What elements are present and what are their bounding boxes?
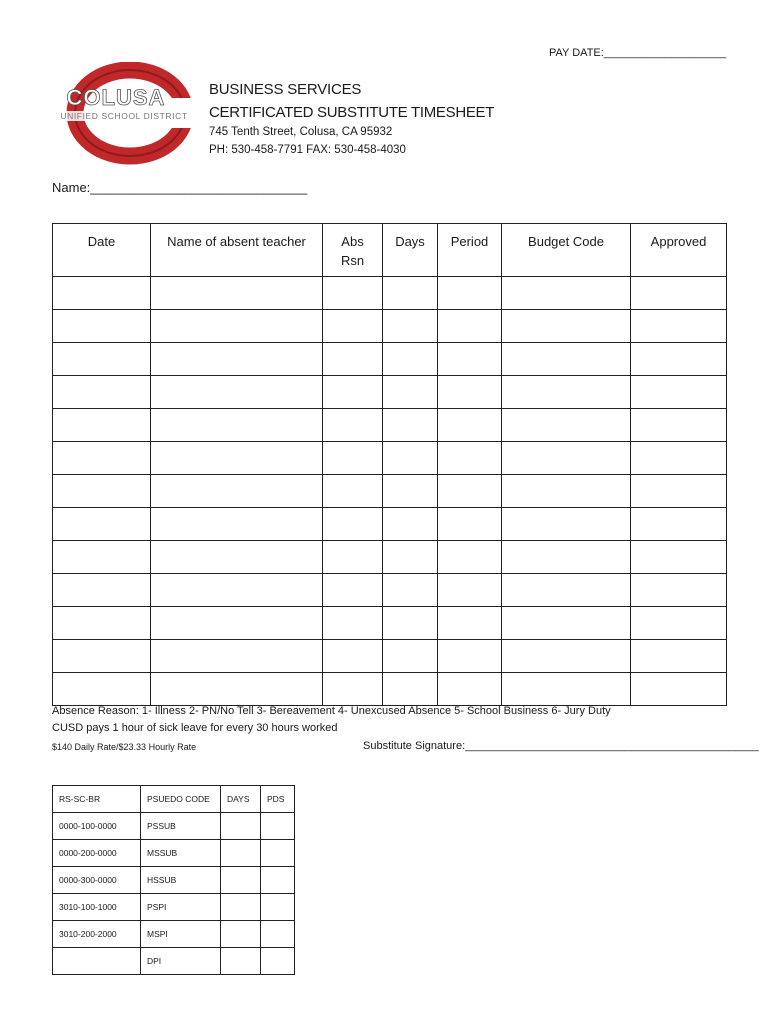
code-row xyxy=(53,921,295,948)
absence-reason-legend: Absence Reason: 1- Illness 2- PN/No Tell 3- Bereavement 4- Unexcused Absence 5- School Business 6- Jury Duty xyxy=(52,705,611,717)
entry-cell-period[interactable] xyxy=(438,508,502,541)
entry-cell-date[interactable] xyxy=(53,475,151,508)
entry-cell-budget-code[interactable] xyxy=(502,508,631,541)
entry-cell-period[interactable] xyxy=(438,475,502,508)
entry-cell-abs-rsn[interactable] xyxy=(323,673,383,706)
entry-cell-budget-code[interactable] xyxy=(502,343,631,376)
code-cell-days[interactable] xyxy=(221,894,261,921)
entry-cell-date[interactable] xyxy=(53,277,151,310)
entry-cell-days[interactable] xyxy=(383,607,438,640)
svg-text:COLUSA: COLUSA xyxy=(66,85,166,110)
header-approved: Approved xyxy=(631,224,727,277)
entry-cell-approved[interactable] xyxy=(631,343,727,376)
code-row xyxy=(53,813,295,840)
entry-cell-period[interactable] xyxy=(438,310,502,343)
entry-cell-budget-code[interactable] xyxy=(502,442,631,475)
entry-cell-abs-rsn[interactable] xyxy=(323,343,383,376)
code-cell-days[interactable] xyxy=(221,840,261,867)
entry-cell-budget-code[interactable] xyxy=(502,640,631,673)
code-cell-rs: 3010-200-2000 xyxy=(53,921,141,948)
entry-cell-days[interactable] xyxy=(383,673,438,706)
timesheet-entry-row xyxy=(53,376,727,409)
code-row xyxy=(53,867,295,894)
entry-cell-abs-rsn[interactable] xyxy=(323,409,383,442)
entry-cell-budget-code[interactable] xyxy=(502,574,631,607)
entry-cell-period[interactable] xyxy=(438,607,502,640)
entry-cell-abs-rsn[interactable] xyxy=(323,475,383,508)
entry-cell-abs-rsn[interactable] xyxy=(323,574,383,607)
code-cell-pseudo: MSPI xyxy=(141,921,221,948)
entry-cell-abs-rsn[interactable] xyxy=(323,442,383,475)
code-cell-rs: 0000-100-0000 xyxy=(53,813,141,840)
code-cell-rs: 3010-100-1000 xyxy=(53,894,141,921)
code-cell-rs xyxy=(53,948,141,975)
entry-cell-date[interactable] xyxy=(53,640,151,673)
entry-cell-days[interactable] xyxy=(383,640,438,673)
timesheet-entry-row xyxy=(53,640,727,673)
entry-cell-absent-teacher[interactable] xyxy=(151,277,323,310)
code-cell-pseudo: PSPI xyxy=(141,894,221,921)
entry-cell-date[interactable] xyxy=(53,508,151,541)
timesheet-entry-row xyxy=(53,574,727,607)
entry-cell-period[interactable] xyxy=(438,574,502,607)
entry-cell-budget-code[interactable] xyxy=(502,475,631,508)
code-cell-pds[interactable] xyxy=(261,867,295,894)
entry-cell-date[interactable] xyxy=(53,541,151,574)
timesheet-entry-row xyxy=(53,475,727,508)
entry-cell-abs-rsn[interactable] xyxy=(323,607,383,640)
entry-cell-budget-code[interactable] xyxy=(502,376,631,409)
code-cell-pseudo: MSSUB xyxy=(141,840,221,867)
code-header-pds: PDS xyxy=(261,786,295,813)
entry-cell-date[interactable] xyxy=(53,607,151,640)
entry-cell-absent-teacher[interactable] xyxy=(151,541,323,574)
entry-cell-days[interactable] xyxy=(383,574,438,607)
code-row xyxy=(53,840,295,867)
header-date: Date xyxy=(53,224,151,277)
entry-cell-abs-rsn[interactable] xyxy=(323,640,383,673)
svg-text:UNIFIED SCHOOL DISTRICT: UNIFIED SCHOOL DISTRICT xyxy=(60,111,188,121)
entry-cell-budget-code[interactable] xyxy=(502,409,631,442)
entry-cell-absent-teacher[interactable] xyxy=(151,607,323,640)
entry-cell-period[interactable] xyxy=(438,541,502,574)
entry-cell-approved[interactable] xyxy=(631,574,727,607)
entry-cell-period[interactable] xyxy=(438,442,502,475)
entry-cell-abs-rsn[interactable] xyxy=(323,310,383,343)
pay-rate: $140 Daily Rate/$23.33 Hourly Rate xyxy=(52,742,197,752)
timesheet-entry-row xyxy=(53,673,727,706)
entry-cell-date[interactable] xyxy=(53,409,151,442)
entry-cell-approved[interactable] xyxy=(631,508,727,541)
code-cell-pds[interactable] xyxy=(261,948,295,975)
entry-cell-date[interactable] xyxy=(53,376,151,409)
entry-cell-approved[interactable] xyxy=(631,673,727,706)
code-cell-pds[interactable] xyxy=(261,894,295,921)
entry-cell-abs-rsn[interactable] xyxy=(323,277,383,310)
timesheet-entry-row xyxy=(53,541,727,574)
phone-fax: PH: 530-458-7791 FAX: 530-458-4030 xyxy=(209,144,406,156)
entry-cell-date[interactable] xyxy=(53,673,151,706)
code-cell-pds[interactable] xyxy=(261,813,295,840)
entry-cell-days[interactable] xyxy=(383,475,438,508)
header-budget-code: Budget Code xyxy=(502,224,631,277)
code-row xyxy=(53,948,295,975)
entry-cell-abs-rsn[interactable] xyxy=(323,376,383,409)
sick-leave-note: CUSD pays 1 hour of sick leave for every 30 hours worked xyxy=(52,722,338,734)
entry-cell-budget-code[interactable] xyxy=(502,277,631,310)
entry-cell-days[interactable] xyxy=(383,508,438,541)
code-header-days: DAYS xyxy=(221,786,261,813)
entry-cell-days[interactable] xyxy=(383,376,438,409)
entry-cell-date[interactable] xyxy=(53,574,151,607)
entry-cell-days[interactable] xyxy=(383,343,438,376)
entry-cell-approved[interactable] xyxy=(631,607,727,640)
code-header-pseudo-code: PSUEDO CODE xyxy=(141,786,221,813)
code-header-rs-sc-br: RS-SC-BR xyxy=(53,786,141,813)
code-cell-rs: 0000-300-0000 xyxy=(53,867,141,894)
entry-cell-period[interactable] xyxy=(438,673,502,706)
signature-field[interactable]: Substitute Signature:________________________________________________ xyxy=(363,740,759,752)
entry-cell-days[interactable] xyxy=(383,409,438,442)
code-cell-pseudo: DPI xyxy=(141,948,221,975)
entry-cell-absent-teacher[interactable] xyxy=(151,508,323,541)
entry-cell-period[interactable] xyxy=(438,277,502,310)
entry-cell-absent-teacher[interactable] xyxy=(151,310,323,343)
entry-cell-approved[interactable] xyxy=(631,409,727,442)
title-business-services: BUSINESS SERVICES xyxy=(209,81,362,98)
entry-cell-abs-rsn[interactable] xyxy=(323,508,383,541)
colusa-logo xyxy=(56,62,192,166)
code-cell-pds[interactable] xyxy=(261,840,295,867)
code-cell-days[interactable] xyxy=(221,813,261,840)
entry-cell-budget-code[interactable] xyxy=(502,673,631,706)
code-header-row xyxy=(53,786,295,813)
name-field[interactable]: Name:______________________________ xyxy=(52,180,308,195)
entry-cell-approved[interactable] xyxy=(631,376,727,409)
entry-cell-approved[interactable] xyxy=(631,475,727,508)
budget-code-table xyxy=(52,785,295,975)
entry-cell-absent-teacher[interactable] xyxy=(151,475,323,508)
entry-cell-approved[interactable] xyxy=(631,541,727,574)
entry-cell-period[interactable] xyxy=(438,640,502,673)
timesheet-entry-row xyxy=(53,607,727,640)
entry-cell-approved[interactable] xyxy=(631,442,727,475)
header-absent-teacher: Name of absent teacher xyxy=(151,224,323,277)
entry-cell-absent-teacher[interactable] xyxy=(151,673,323,706)
timesheet-entry-row xyxy=(53,508,727,541)
entry-cell-absent-teacher[interactable] xyxy=(151,376,323,409)
entry-cell-approved[interactable] xyxy=(631,277,727,310)
entry-cell-date[interactable] xyxy=(53,343,151,376)
entry-cell-date[interactable] xyxy=(53,310,151,343)
timesheet-table xyxy=(52,223,727,706)
entry-cell-period[interactable] xyxy=(438,376,502,409)
entry-cell-absent-teacher[interactable] xyxy=(151,574,323,607)
address: 745 Tenth Street, Colusa, CA 95932 xyxy=(209,126,393,138)
entry-cell-absent-teacher[interactable] xyxy=(151,409,323,442)
title-timesheet: CERTIFICATED SUBSTITUTE TIMESHEET xyxy=(209,104,495,121)
entry-cell-days[interactable] xyxy=(383,310,438,343)
entry-cell-days[interactable] xyxy=(383,541,438,574)
code-cell-days[interactable] xyxy=(221,867,261,894)
entry-cell-budget-code[interactable] xyxy=(502,541,631,574)
timesheet-entry-row xyxy=(53,343,727,376)
code-row xyxy=(53,894,295,921)
timesheet-entry-row xyxy=(53,277,727,310)
code-cell-rs: 0000-200-0000 xyxy=(53,840,141,867)
timesheet-entry-row xyxy=(53,442,727,475)
entry-cell-absent-teacher[interactable] xyxy=(151,640,323,673)
entry-cell-budget-code[interactable] xyxy=(502,607,631,640)
code-cell-pseudo: HSSUB xyxy=(141,867,221,894)
entry-cell-abs-rsn[interactable] xyxy=(323,541,383,574)
pay-date-field[interactable]: PAY DATE:____________________ xyxy=(549,47,727,59)
entry-cell-period[interactable] xyxy=(438,409,502,442)
code-cell-days[interactable] xyxy=(221,921,261,948)
code-cell-days[interactable] xyxy=(221,948,261,975)
code-cell-pseudo: PSSUB xyxy=(141,813,221,840)
entry-cell-date[interactable] xyxy=(53,442,151,475)
timesheet-header-row xyxy=(53,224,727,277)
entry-cell-days[interactable] xyxy=(383,442,438,475)
entry-cell-absent-teacher[interactable] xyxy=(151,343,323,376)
header-period: Period xyxy=(438,224,502,277)
entry-cell-approved[interactable] xyxy=(631,640,727,673)
entry-cell-absent-teacher[interactable] xyxy=(151,442,323,475)
timesheet-entry-row xyxy=(53,409,727,442)
entry-cell-budget-code[interactable] xyxy=(502,310,631,343)
code-cell-pds[interactable] xyxy=(261,921,295,948)
header-abs-rsn: Abs Rsn xyxy=(323,224,383,277)
header-days: Days xyxy=(383,224,438,277)
timesheet-entry-row xyxy=(53,310,727,343)
entry-cell-approved[interactable] xyxy=(631,310,727,343)
entry-cell-days[interactable] xyxy=(383,277,438,310)
entry-cell-period[interactable] xyxy=(438,343,502,376)
